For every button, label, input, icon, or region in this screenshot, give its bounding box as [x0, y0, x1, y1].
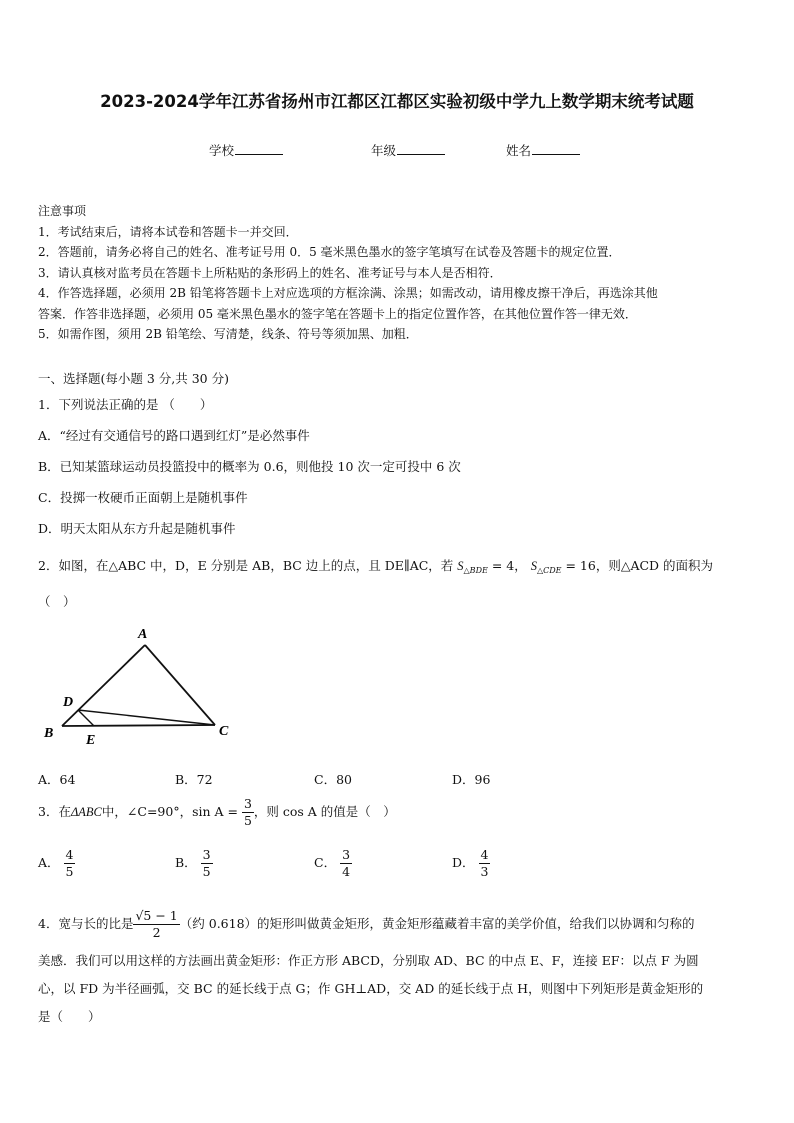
- fraction-denominator: 5: [65, 864, 74, 879]
- q2-option-b: B．72: [175, 772, 213, 787]
- q2-stem-a: 2．如图，在△ABC 中，D，E 分别是 AB，BC 边上的点，且 DE∥AC，若: [38, 558, 454, 573]
- fraction-numerator: √5 − 1: [135, 908, 178, 923]
- fraction-numerator: 4: [65, 847, 74, 862]
- notes-heading: 注意事项: [38, 204, 87, 218]
- q4-line-3: 心，以 FD 为半径画弧，交 BC 的延长线于点 G；作 GH⊥AD，交 AD 的延长线于点 H，则图中下列矩形是黄金矩形的: [38, 981, 704, 996]
- note-line: 5．如需作图，须用 2B 铅笔绘、写清楚，线条、符号等须加黑、加粗．: [38, 327, 418, 341]
- school-label: 学校: [209, 143, 235, 158]
- option-label: A．: [38, 855, 60, 870]
- area-subscript: △BDE: [463, 566, 488, 575]
- q3-option-c: [314, 847, 352, 880]
- q4-stem-a: 4．宽与长的比是: [38, 916, 134, 931]
- q3-stem-a: 3．在: [38, 804, 71, 819]
- name-label: 姓名: [506, 143, 532, 158]
- grade-blank: [397, 142, 445, 155]
- option-fraction: [340, 847, 352, 880]
- q4-line-2: 美感．我们可以用这样的方法画出黄金矩形：作正方形 ABCD，分别取 AD、BC 的中点 E、F，连接 EF：以点 F 为圆: [38, 953, 699, 968]
- q4-fraction: [133, 908, 179, 941]
- grade-label: 年级: [371, 143, 397, 158]
- fraction-numerator: 4: [480, 847, 489, 862]
- fraction-numerator: 3: [243, 796, 252, 811]
- section-heading: 一、选择题(每小题 3 分,共 30 分): [38, 371, 229, 386]
- vertex-label-c: C: [219, 724, 229, 739]
- note-line: 4．作答选择题，必须用 2B 铅笔将答题卡上对应选项的方框涂满、涂黑；如需改动，请用橡皮擦干净后，再选涂其他: [38, 286, 658, 300]
- option-fraction: [64, 847, 76, 880]
- fraction-denominator: 5: [243, 813, 252, 828]
- fraction-denominator: 2: [152, 925, 161, 940]
- q4-line-4: 是（ ）: [38, 1009, 101, 1024]
- option-label: C．: [314, 855, 337, 870]
- q3-stem: [38, 796, 396, 829]
- segment-de: [78, 710, 94, 726]
- side-ac: [145, 645, 215, 725]
- q1-stem: 1．下列说法正确的是 （ ）: [38, 397, 213, 412]
- q3-option-b: [175, 847, 213, 880]
- note-line: 2．答题前，请务必将自己的姓名、准考证号用 0．5 毫米黑色墨水的签字笔填写在试卷及答题卡的规定位置．: [38, 245, 621, 259]
- area-value: = 4，: [491, 558, 527, 573]
- fraction-denominator: 3: [480, 864, 489, 879]
- q4-block: [38, 908, 758, 1031]
- q2-paren: （ ）: [38, 594, 76, 609]
- fraction-numerator: 3: [202, 847, 211, 862]
- q3-option-d: [452, 847, 490, 880]
- page-title: 2023-2024学年江苏省扬州市江都区江都区实验初级中学九上数学期末统考试题: [100, 92, 694, 111]
- q1-option-b: B．已知某篮球运动员投篮投中的概率为 0.6，则他投 10 次一定可投中 6 次: [38, 459, 461, 474]
- q1-option-d: D．明天太阳从东方升起是随机事件: [38, 521, 236, 536]
- note-line: 1．考试结束后，请将本试卷和答题卡一并交回．: [38, 224, 298, 239]
- q2-stem: [38, 556, 713, 575]
- area-symbol: S: [530, 559, 537, 573]
- fraction-denominator: 5: [202, 864, 211, 879]
- q4-line-1: [38, 908, 758, 941]
- vertex-label-d: D: [63, 695, 74, 710]
- side-ab: [62, 645, 145, 726]
- notes-block: [38, 201, 658, 345]
- vertex-label-e: E: [86, 733, 96, 748]
- q2-option-a: A．64: [38, 772, 76, 787]
- area-subscript: △CDE: [536, 566, 562, 575]
- q3-option-a: [38, 847, 75, 880]
- vertex-label-a: A: [138, 627, 148, 642]
- option-label: D．: [452, 855, 475, 870]
- q3-fraction: [242, 796, 254, 829]
- q3-triangle: ΔABC: [70, 805, 102, 819]
- segment-dc: [78, 710, 215, 725]
- q2-option-d: D．96: [452, 772, 491, 787]
- q1-option-c: C．投掷一枚硬币正面朝上是随机事件: [38, 490, 248, 505]
- option-fraction: [479, 847, 491, 880]
- q4-stem-b: （约 0.618）的矩形叫做黄金矩形，黄金矩形蕴藏着丰富的美学价值，给我们以协调和匀称的: [179, 916, 695, 931]
- name-field: [506, 141, 580, 159]
- q2-option-c: C．80: [314, 772, 352, 787]
- side-bc: [62, 725, 215, 726]
- note-line: 答案．作答非选择题，必须用 05 毫米黑色墨水的签字笔在答题卡上的指定位置作答，在其他位置作答一律无效．: [38, 306, 637, 321]
- school-blank: [235, 142, 283, 155]
- triangle-figure: [38, 620, 238, 750]
- q3-stem-b: 中，∠C=90°，sin A =: [101, 804, 238, 819]
- fraction-numerator: 3: [342, 847, 351, 862]
- q2-stem-b: ，则△ACD 的面积为: [595, 558, 714, 573]
- q3-stem-c: ，则 cos A 的值是（ ）: [253, 804, 396, 819]
- name-blank: [532, 142, 580, 155]
- school-field: [209, 141, 283, 159]
- option-label: B．: [175, 855, 197, 870]
- area-symbol: S: [457, 559, 464, 573]
- vertex-label-b: B: [44, 726, 54, 741]
- option-fraction: [201, 847, 213, 880]
- fraction-denominator: 4: [342, 864, 351, 879]
- area-value: = 16: [565, 558, 596, 573]
- grade-field: [371, 141, 445, 159]
- q1-option-a: A．“经过有交通信号的路口遇到红灯”是必然事件: [38, 428, 310, 443]
- note-line: 3．请认真核对监考员在答题卡上所粘贴的条形码上的姓名、准考证号与本人是否相符．: [38, 265, 502, 280]
